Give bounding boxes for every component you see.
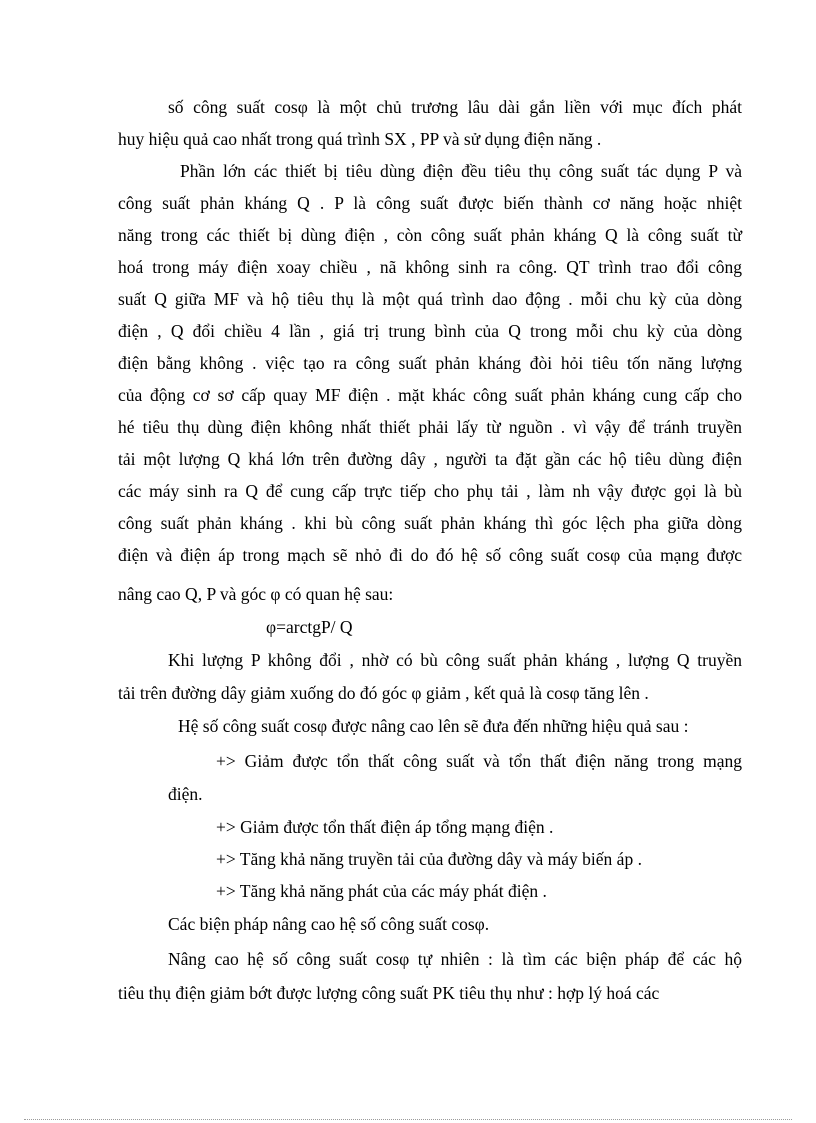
formula-line: φ=arctgP/ Q [266,617,353,637]
text-line-12: tải một lượng Q khá lớn trên đường dây , người ta đặt gần các hộ tiêu dùng điện [118,449,742,469]
bullet-line-3: +> Tăng khả năng truyền tải của đường dây và máy biến áp . [216,849,642,869]
text-line-18: Khi lượng P không đổi , nhờ có bù công suất phản kháng , lượng Q truyền [168,650,742,670]
text-line-14: công suất phản kháng . khi bù công suất phản kháng thì góc lệch pha giữa dòng [118,513,742,533]
text-line-15: điện và điện áp trong mạch sẽ nhỏ đi do đó hệ số công suất cosφ của mạng được [118,545,742,565]
text-line-3: Phần lớn các thiết bị tiêu dùng điện đều tiêu thụ công suất tác dụng P và [180,161,742,181]
bullet-line-1-cont: điện. [168,784,203,804]
text-line-9: điện bằng không . việc tạo ra công suất phản kháng đòi hỏi tiêu tốn năng lượng [118,353,742,373]
text-line-26: Các biện pháp nâng cao hệ số công suất cosφ. [168,914,490,934]
text-line-5: năng trong các thiết bị dùng điện , còn công suất phản kháng Q là công suất từ [118,225,742,245]
bullet-line-2: +> Giảm được tổn thất điện áp tổng mạng điện . [216,817,554,837]
bullet-line-1: +> Giảm được tổn thất công suất và tổn thất điện năng trong mạng [216,751,742,771]
text-line-1: số công suất cosφ là một chủ trương lâu dài gắn liền với mục đích phát [168,97,742,117]
text-line-27: Nâng cao hệ số công suất cosφ tự nhiên : là tìm các biện pháp để các hộ [168,949,742,969]
text-line-11: hé tiêu thụ dùng điện không nhất thiết phải lấy từ nguồn . vì vậy để tránh truyền [118,417,742,437]
text-line-16: nâng cao Q, P và góc φ có quan hệ sau: [118,584,394,604]
text-line-2: huy hiệu quả cao nhất trong quá trình SX , PP và sử dụng điện năng . [118,129,602,149]
text-line-6: hoá trong máy điện xoay chiều , nã không sinh ra công. QT trình trao đổi công [118,257,742,277]
text-line-20: Hệ số công suất cosφ được nâng cao lên sẽ đưa đến những hiệu quả sau : [178,716,689,736]
footer-dotted-rule [24,1119,792,1120]
text-line-8: điện , Q đổi chiều 4 lần , giá trị trung bình của Q trong mỗi chu kỳ của dòng [118,321,742,341]
text-line-7: suất Q giữa MF và hộ tiêu thụ là một quá trình dao động . mỗi chu kỳ của dòng [118,289,742,309]
bullet-line-4: +> Tăng khả năng phát của các máy phát điện . [216,881,547,901]
text-line-4: công suất phản kháng Q . P là công suất được biến thành cơ năng hoặc nhiệt [118,193,742,213]
text-line-13: các máy sinh ra Q để cung cấp trực tiếp cho phụ tải , làm nh vậy được gọi là bù [118,481,742,501]
text-line-19: tải trên đường dây giảm xuống do đó góc φ giảm , kết quả là cosφ tăng lên . [118,683,649,703]
text-line-10: của động cơ sơ cấp quay MF điện . mặt khác công suất phản kháng cung cấp cho [118,385,742,405]
text-line-28: tiêu thụ điện giảm bớt được lượng công suất PK tiêu thụ như : hợp lý hoá các [118,983,660,1003]
